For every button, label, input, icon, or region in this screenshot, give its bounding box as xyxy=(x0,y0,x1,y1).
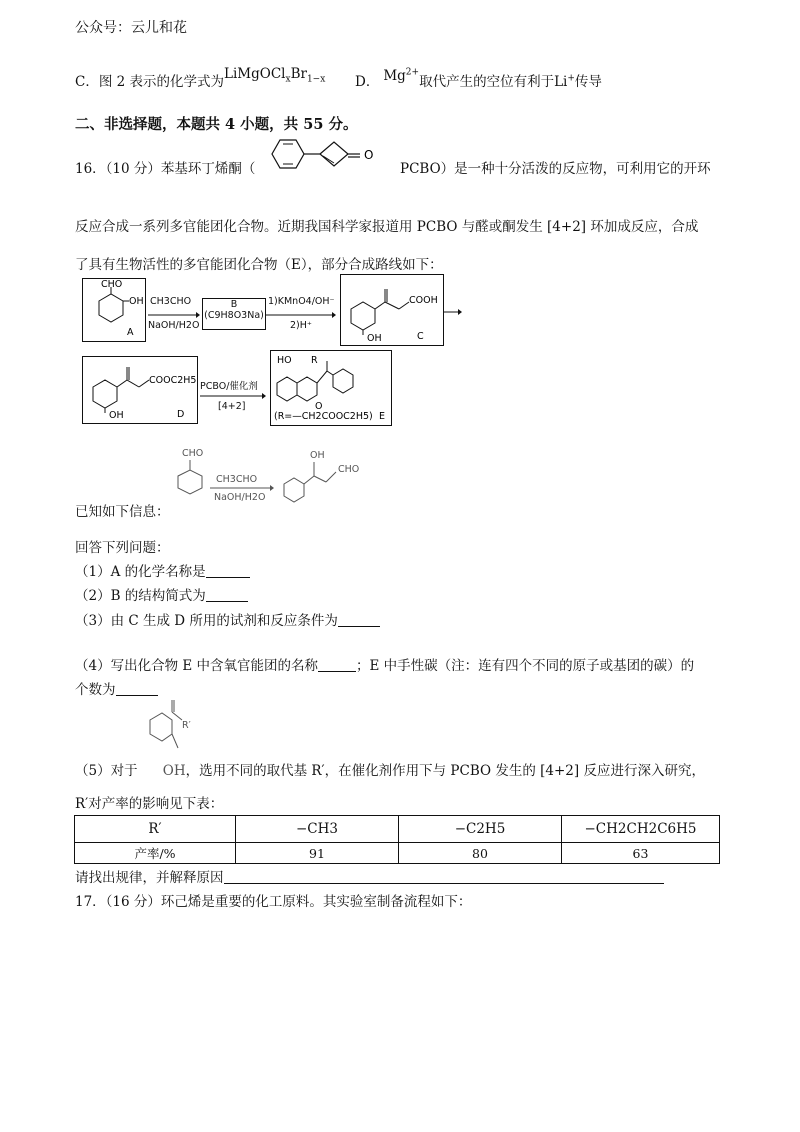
reagent3-top: PCBO/催化剂 xyxy=(200,381,258,392)
svg-text:COOH: COOH xyxy=(409,295,438,306)
sub-question-4: （4）写出化合物 E 中含氧官能团的名称 ；E 中手性碳（注：连有四个不同的原子或基团的碳）的 xyxy=(75,658,695,674)
q16-line2: 反应合成一系列多官能团化合物。近期我国科学家报道用 PCBO 与醛或酮发生 [4+2] 环加成反应，合成 xyxy=(75,219,699,235)
table-cell: 91 xyxy=(236,843,399,864)
table-row-label: 产率/% xyxy=(75,843,236,864)
reagent2-bottom: 2)H⁺ xyxy=(290,320,312,331)
answer-blank-4a[interactable] xyxy=(318,657,356,672)
o-atom-label: O xyxy=(364,148,374,162)
compound-d-structure xyxy=(83,357,197,423)
svg-text:C: C xyxy=(417,331,424,342)
svg-text:CHO: CHO xyxy=(101,279,123,290)
reagent1-top: CH3CHO xyxy=(150,296,192,307)
q16-line3: 了具有生物活性的多官能团化合物（E），部分合成路线如下： xyxy=(75,257,443,273)
reagent1-bottom: NaOH/H2O xyxy=(148,320,200,331)
answer-blank-2[interactable] xyxy=(206,587,248,602)
svg-text:OH: OH xyxy=(129,296,144,307)
svg-text:CH3CHO: CH3CHO xyxy=(216,474,258,485)
table-row xyxy=(75,843,720,864)
compound-b-box: B (C9H8O3Na) xyxy=(202,298,266,330)
option-c: C．图 2 表示的化学式为$LiMgOCl_xBr_{1-x}$ xyxy=(75,66,326,90)
r-prime-ketone-structure xyxy=(138,696,200,768)
answer-blank-4b[interactable] xyxy=(116,681,158,696)
answer-prompt: 回答下列问题： xyxy=(75,540,170,556)
svg-text:OH: OH xyxy=(109,410,124,421)
table-header-cell: R′ xyxy=(75,816,236,843)
arrow-4 xyxy=(200,392,266,400)
q16-line1-a: 16．（10 分）苯基环丁烯酮（ xyxy=(75,161,256,177)
compound-a-box xyxy=(82,278,146,342)
svg-text:CHO: CHO xyxy=(182,448,204,459)
sub-question-1: （1）A 的化学名称是 xyxy=(75,560,250,580)
svg-text:OH: OH xyxy=(367,333,382,344)
sub-question-2: （2）B 的结构简式为 xyxy=(75,584,248,604)
svg-text:R: R xyxy=(311,355,318,366)
pcbo-structure xyxy=(262,132,392,184)
sub-question-5-prompt: 请找出规律，并解释原因 xyxy=(75,866,664,886)
arrow-3 xyxy=(444,308,462,316)
wechat-header: 公众号：云儿和花 xyxy=(75,20,187,36)
q17-line1: 17．（16 分）环己烯是重要的化工原料。其实验室制备流程如下： xyxy=(75,894,472,910)
table-header-cell: −CH3 xyxy=(236,816,399,843)
svg-text:HO: HO xyxy=(277,355,292,366)
svg-text:CHO: CHO xyxy=(338,464,360,475)
answer-blank-1[interactable] xyxy=(206,563,250,578)
section-title: 二、非选择题，本题共 4 小题，共 55 分。 xyxy=(75,116,358,133)
compound-e-box xyxy=(270,350,392,426)
q16-line1-b: PCBO）是一种十分活泼的反应物，可利用它的开环 xyxy=(400,161,711,177)
table-header-cell: −C2H5 xyxy=(399,816,562,843)
svg-text:E: E xyxy=(379,411,386,422)
svg-text:NaOH/H2O: NaOH/H2O xyxy=(214,492,266,503)
svg-text:O: O xyxy=(315,401,323,412)
svg-text:D: D xyxy=(177,409,185,420)
answer-blank-5[interactable] xyxy=(224,869,664,884)
svg-text:OH: OH xyxy=(310,450,325,461)
svg-text:COOC2H5: COOC2H5 xyxy=(149,375,197,386)
answer-blank-3[interactable] xyxy=(338,612,380,627)
reagent3-bottom: [4+2] xyxy=(218,401,246,412)
option-d: D． $Mg^{2+}$取代产生的空位有利于Li+传导 xyxy=(355,67,602,90)
sub-question-5: （5）对于 OH，选用不同的取代基 R′，在催化剂作用下与 PCBO 发生的 [4+2] 反应进行深入研究， xyxy=(75,763,705,779)
table-cell: 63 xyxy=(562,843,720,864)
reagent2-top: 1)KMnO4/OH⁻ xyxy=(268,296,335,307)
arrow-1 xyxy=(148,311,200,319)
sub-question-4-cont: 个数为 xyxy=(75,678,158,698)
sub-question-3: （3）由 C 生成 D 所用的试剂和反应条件为 xyxy=(75,609,380,629)
arrow-2 xyxy=(266,311,336,319)
sub-question-5-cont: R′对产率的影响见下表： xyxy=(75,796,224,812)
yield-table xyxy=(74,815,720,864)
table-cell: 80 xyxy=(399,843,562,864)
table-header-row xyxy=(75,816,720,843)
svg-text:(R=—CH2COOC2H5): (R=—CH2COOC2H5) xyxy=(274,411,373,422)
compound-c-structure xyxy=(341,275,443,345)
compound-c-box xyxy=(340,274,444,346)
known-label: 已知如下信息： xyxy=(75,504,170,520)
table-header-cell: −CH2CH2C6H5 xyxy=(562,816,720,843)
svg-text:A: A xyxy=(127,327,134,338)
compound-d-box xyxy=(82,356,198,424)
known-reaction xyxy=(170,446,380,506)
compound-a-structure xyxy=(83,279,145,341)
svg-text:R′: R′ xyxy=(182,720,191,731)
compound-e-structure xyxy=(271,351,391,425)
